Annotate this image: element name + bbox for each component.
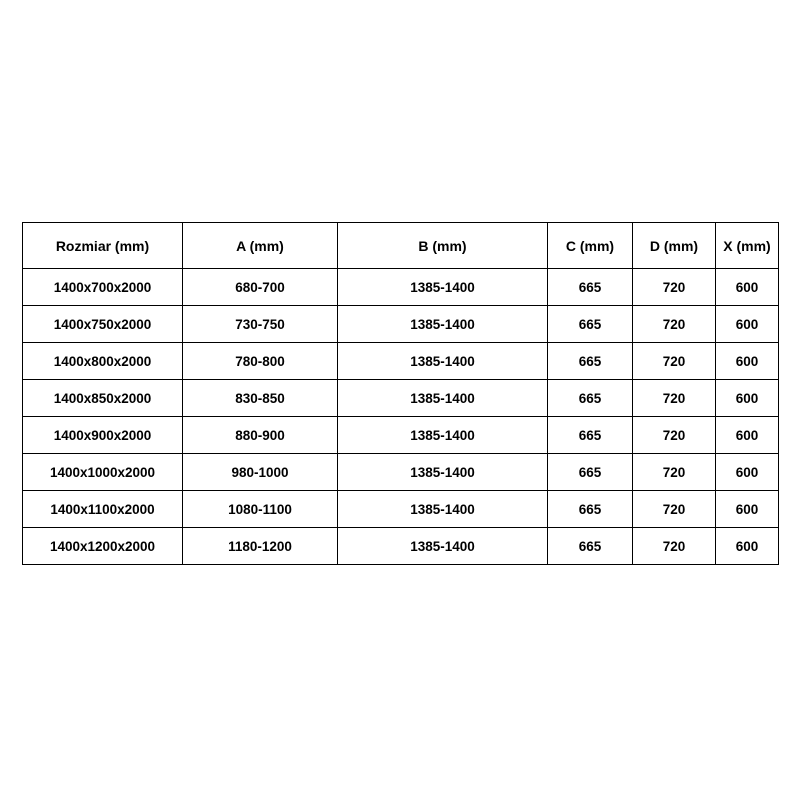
cell-a: 780-800 [183,343,338,380]
table-row [23,528,779,565]
table-row [23,343,779,380]
cell-rozmiar: 1400x800x2000 [23,343,183,380]
cell-d: 720 [633,491,716,528]
column-header-a: A (mm) [183,223,338,269]
cell-c: 665 [548,528,633,565]
cell-x: 600 [716,380,779,417]
cell-a: 980-1000 [183,454,338,491]
cell-b: 1385-1400 [338,528,548,565]
table-row [23,454,779,491]
column-header-rozmiar: Rozmiar (mm) [23,223,183,269]
cell-d: 720 [633,454,716,491]
cell-c: 665 [548,269,633,306]
column-header-c: C (mm) [548,223,633,269]
cell-rozmiar: 1400x850x2000 [23,380,183,417]
cell-d: 720 [633,528,716,565]
cell-c: 665 [548,417,633,454]
cell-d: 720 [633,380,716,417]
cell-a: 680-700 [183,269,338,306]
cell-x: 600 [716,528,779,565]
cell-b: 1385-1400 [338,454,548,491]
table-row [23,417,779,454]
cell-b: 1385-1400 [338,491,548,528]
column-header-x: X (mm) [716,223,779,269]
spec-table-container [22,222,778,565]
cell-x: 600 [716,343,779,380]
cell-b: 1385-1400 [338,343,548,380]
cell-c: 665 [548,380,633,417]
cell-a: 730-750 [183,306,338,343]
cell-d: 720 [633,306,716,343]
table-header-row [23,223,779,269]
table-row [23,306,779,343]
cell-a: 830-850 [183,380,338,417]
column-header-b: B (mm) [338,223,548,269]
cell-rozmiar: 1400x1100x2000 [23,491,183,528]
dimensions-table [22,222,779,565]
cell-x: 600 [716,417,779,454]
column-header-d: D (mm) [633,223,716,269]
cell-a: 880-900 [183,417,338,454]
cell-b: 1385-1400 [338,269,548,306]
table-body [23,269,779,565]
cell-d: 720 [633,417,716,454]
cell-d: 720 [633,269,716,306]
cell-c: 665 [548,343,633,380]
cell-a: 1180-1200 [183,528,338,565]
table-header [23,223,779,269]
cell-rozmiar: 1400x900x2000 [23,417,183,454]
cell-b: 1385-1400 [338,306,548,343]
cell-x: 600 [716,269,779,306]
cell-x: 600 [716,491,779,528]
cell-rozmiar: 1400x750x2000 [23,306,183,343]
cell-b: 1385-1400 [338,380,548,417]
cell-c: 665 [548,454,633,491]
cell-b: 1385-1400 [338,417,548,454]
cell-d: 720 [633,343,716,380]
cell-rozmiar: 1400x1000x2000 [23,454,183,491]
cell-x: 600 [716,454,779,491]
table-row [23,269,779,306]
cell-x: 600 [716,306,779,343]
table-row [23,491,779,528]
cell-a: 1080-1100 [183,491,338,528]
table-row [23,380,779,417]
cell-rozmiar: 1400x1200x2000 [23,528,183,565]
cell-c: 665 [548,491,633,528]
cell-c: 665 [548,306,633,343]
cell-rozmiar: 1400x700x2000 [23,269,183,306]
